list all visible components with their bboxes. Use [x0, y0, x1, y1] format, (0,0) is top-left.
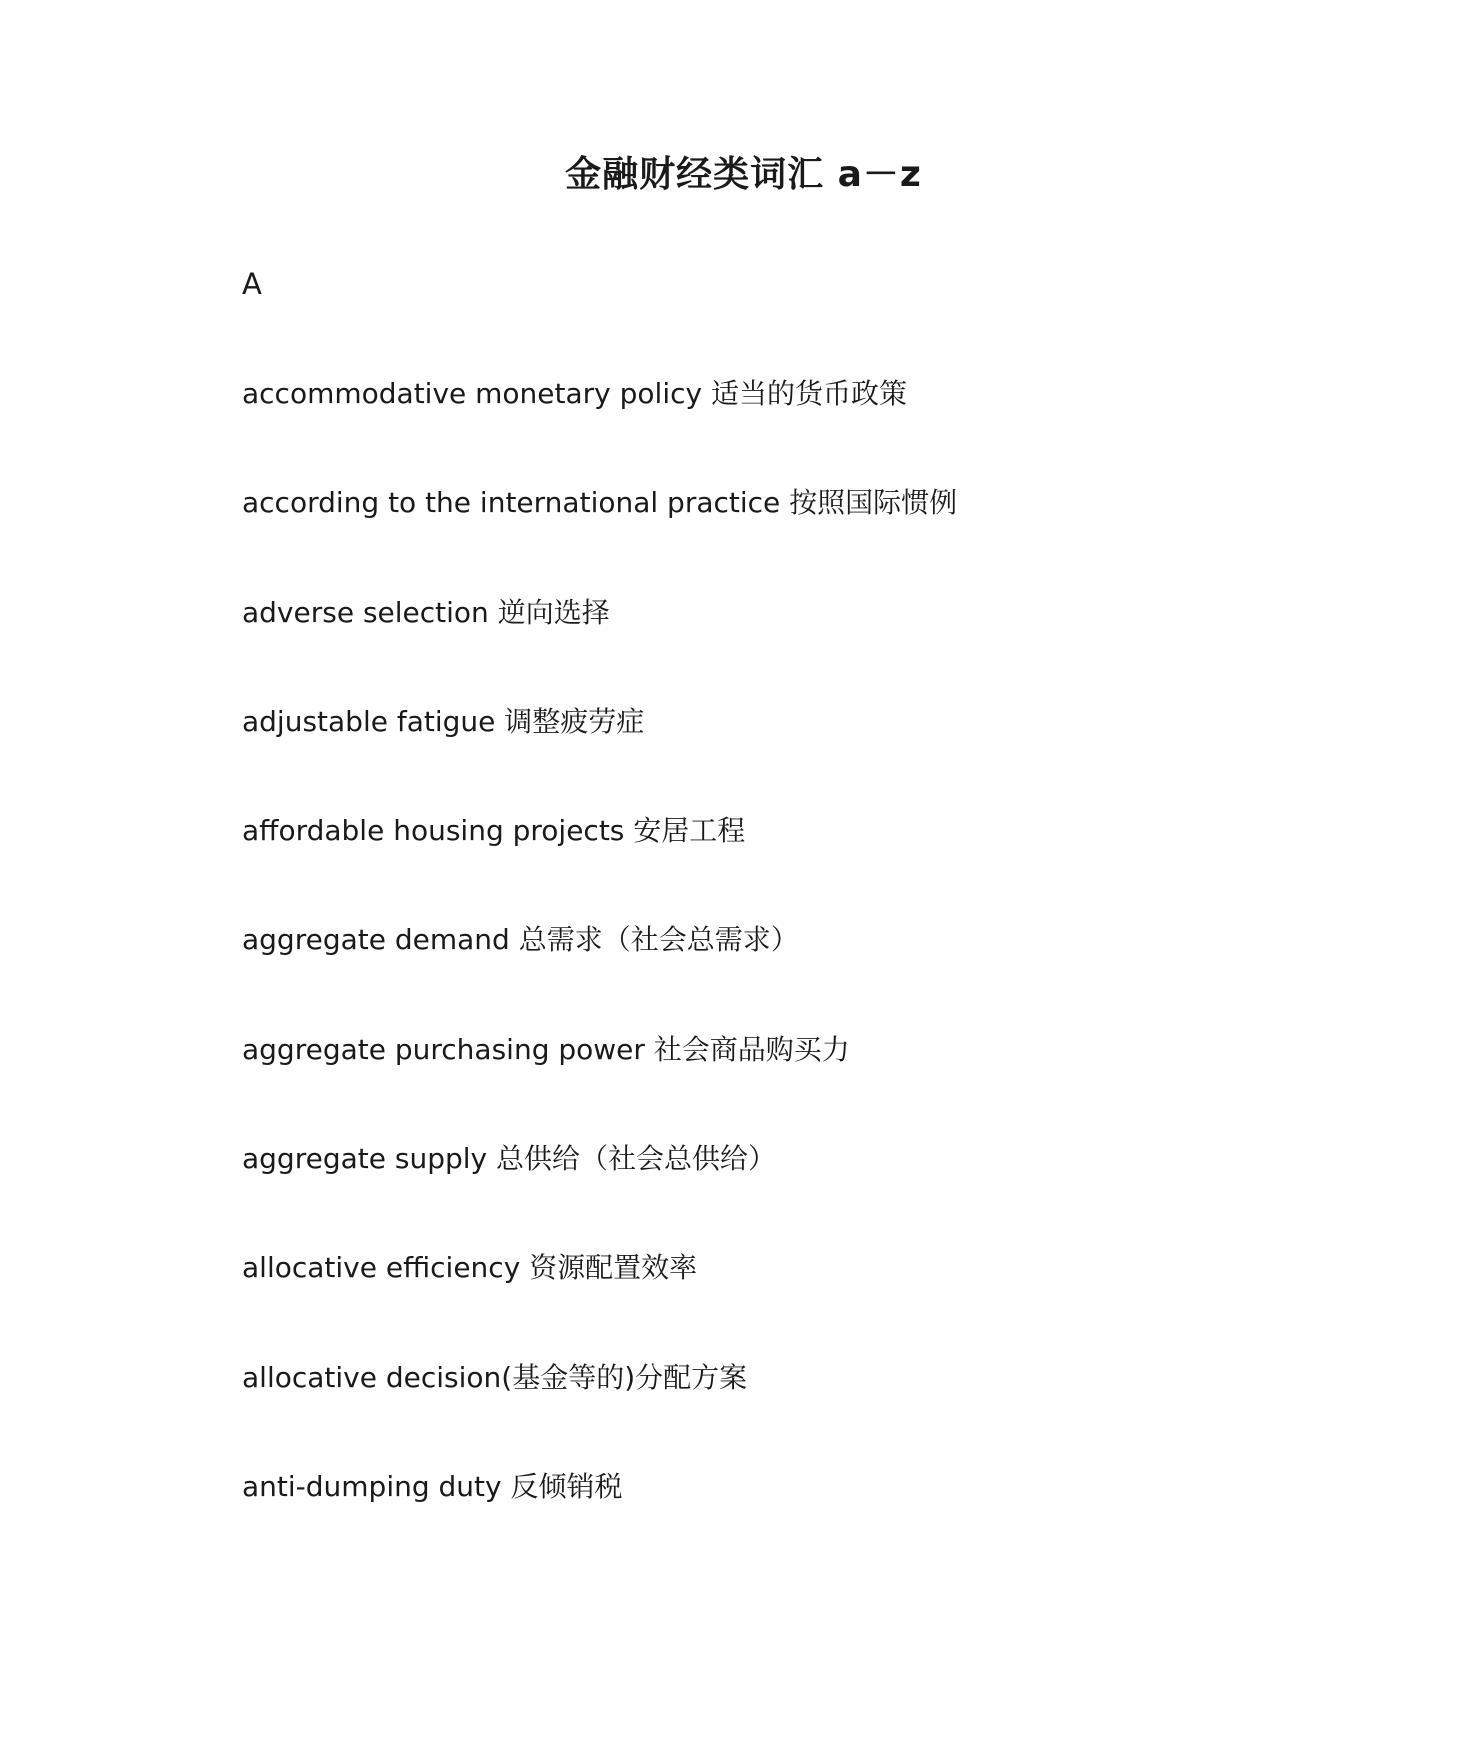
vocabulary-entry: allocative efficiency 资源配置效率 [242, 1251, 698, 1285]
vocabulary-entry: allocative decision(基金等的)分配方案 [242, 1360, 748, 1394]
vocabulary-list [242, 372, 957, 1574]
document-title: 金融财经类词汇 a－z [565, 154, 922, 195]
vocabulary-entry: affordable housing projects 安居工程 [242, 814, 746, 848]
vocabulary-entry: aggregate supply 总供给（社会总供给） [242, 1142, 776, 1176]
vocabulary-entry: aggregate purchasing power 社会商品购买力 [242, 1032, 850, 1066]
vocabulary-entry: according to the international practice 按照国际惯例 [242, 486, 958, 520]
vocabulary-entry: anti-dumping duty 反倾销税 [242, 1469, 623, 1503]
vocabulary-entry: accommodative monetary policy 适当的货币政策 [242, 377, 907, 410]
section-heading-a: A [242, 267, 262, 301]
vocabulary-entry: adverse selection 逆向选择 [242, 595, 610, 629]
vocabulary-entry: aggregate demand 总需求（社会总需求） [242, 923, 799, 957]
vocabulary-entry: adjustable fatigue 调整疲劳症 [242, 704, 645, 738]
